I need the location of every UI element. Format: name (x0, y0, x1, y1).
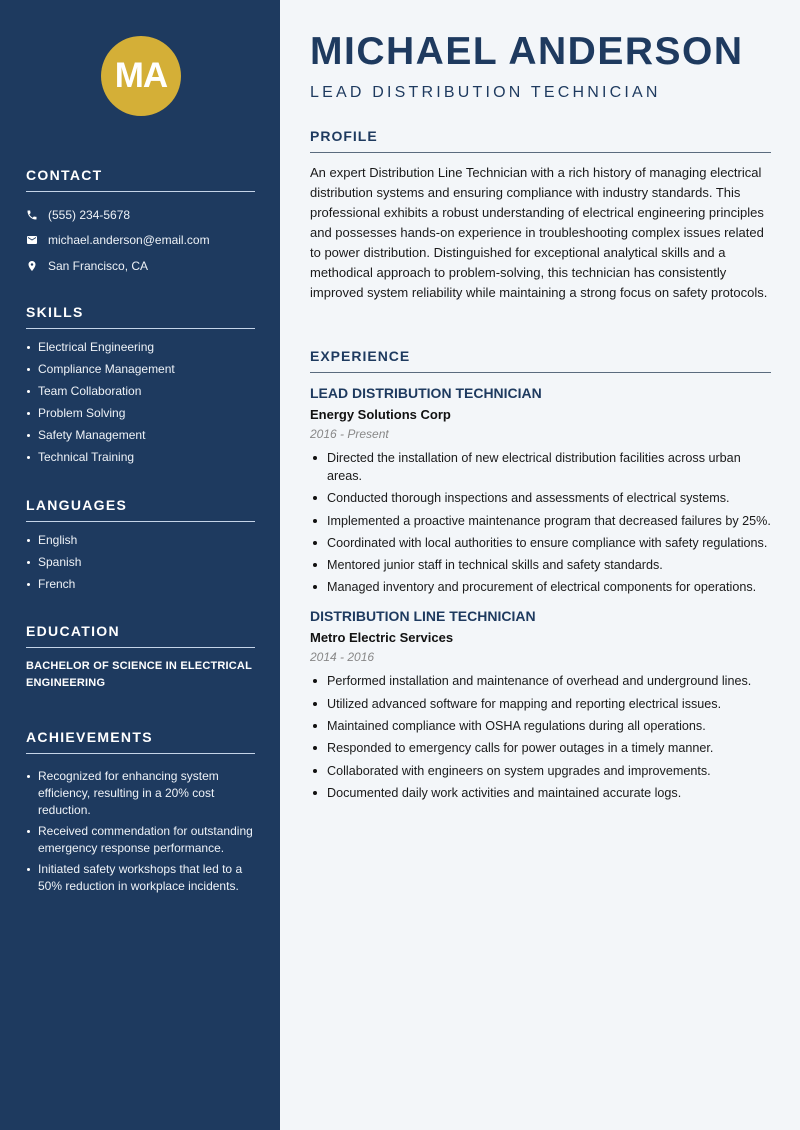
skill-item: Electrical Engineering (26, 339, 255, 355)
skill-item: Technical Training (26, 449, 255, 465)
job-title: LEAD DISTRIBUTION TECHNICIAN (310, 385, 542, 401)
contact-phone (26, 202, 255, 228)
job-bullet: Directed the installation of new electrical distribution facilities across urban areas. (310, 449, 771, 485)
skill-item: Compliance Management (26, 361, 255, 377)
contact-location (26, 253, 255, 279)
education-heading: EDUCATION (26, 623, 255, 648)
job-company: Metro Electric Services (310, 630, 454, 646)
contact-section (26, 167, 255, 279)
job-bullet: Performed installation and maintenance of overhead and underground lines. (310, 672, 771, 690)
language-item: French (26, 576, 255, 592)
contact-email (26, 228, 255, 254)
email-text: michael.anderson@email.com (48, 233, 210, 248)
experience-heading: EXPERIENCE (310, 348, 771, 373)
job-bullet: Utilized advanced software for mapping and reporting electrical issues. (310, 695, 771, 713)
location-text: San Francisco, CA (48, 258, 149, 273)
sidebar (0, 0, 280, 1130)
job-bullet: Coordinated with local authorities to ensure compliance with safety regulations. (310, 534, 771, 552)
profile-summary: An expert Distribution Line Technician with a rich history of managing electrical distribution systems and ensuring compliance with industry standards. This professional exhibits a robust understanding of electrical engineering principles and possesses hands-on experience in troubleshooting complex issues related to power distribution. Distinguished for exceptional analytical skills and a methodical approach to problem-solving, this technician has consistently improved system reliability while maintaining a strong focus on safety protocols. (310, 165, 768, 300)
phone-text: (555) 234-5678 (48, 207, 131, 222)
avatar-initials (101, 36, 181, 116)
languages-section (26, 497, 255, 598)
job-bullet: Conducted thorough inspections and assessments of electrical systems. (310, 489, 771, 507)
job-bullet: Managed inventory and procurement of electrical components for operations. (310, 578, 771, 596)
job-dates: 2014 - 2016 (310, 650, 375, 665)
experience-section (310, 348, 771, 806)
job-bullet: Responded to emergency calls for power outages in a timely manner. (310, 739, 771, 757)
profile-heading: PROFILE (310, 128, 771, 153)
achievements-list (26, 768, 255, 895)
skills-section (26, 304, 255, 471)
initials-text: MA (114, 56, 168, 95)
skills-heading: SKILLS (26, 304, 255, 329)
job-title: DISTRIBUTION LINE TECHNICIAN (310, 608, 536, 625)
location-pin-icon (26, 260, 48, 272)
job-bullet: Maintained compliance with OSHA regulations during all operations. (310, 717, 771, 735)
skill-item: Team Collaboration (26, 383, 255, 399)
skills-list (26, 339, 255, 465)
education-section (26, 623, 255, 692)
phone-icon (26, 209, 48, 221)
achievements-section (26, 729, 255, 899)
job-bullets (310, 449, 771, 596)
job-bullet: Collaborated with engineers on system upgrades and improvements. (310, 762, 771, 780)
email-icon (26, 234, 48, 246)
job-company: Energy Solutions Corp (310, 407, 451, 422)
contact-heading: CONTACT (26, 167, 255, 192)
candidate-name: MICHAEL ANDERSON (310, 30, 744, 73)
skill-item: Problem Solving (26, 405, 255, 421)
job-entry (310, 608, 771, 801)
language-item: English (26, 532, 255, 548)
job-bullet: Mentored junior staff in technical skills and safety standards. (310, 556, 771, 574)
profile-section (310, 128, 771, 303)
achievement-item: Received commendation for outstanding emergency response performance. (26, 823, 255, 857)
job-dates: 2016 - Present (310, 427, 389, 441)
job-bullets (310, 672, 771, 801)
job-bullet: Documented daily work activities and maintained accurate logs. (310, 784, 771, 802)
achievement-item: Initiated safety workshops that led to a 50% reduction in workplace incidents. (26, 861, 255, 895)
achievement-item: Recognized for enhancing system efficiency, resulting in a 20% cost reduction. (26, 768, 255, 819)
skill-item: Safety Management (26, 427, 255, 443)
language-item: Spanish (26, 554, 255, 570)
job-bullet: Implemented a proactive maintenance program that decreased failures by 25%. (310, 512, 771, 530)
languages-list (26, 532, 255, 592)
education-degree: BACHELOR OF SCIENCE IN ELECTRICAL ENGINEERING (26, 660, 252, 689)
achievements-heading: ACHIEVEMENTS (26, 729, 255, 754)
candidate-headline: LEAD DISTRIBUTION TECHNICIAN (310, 84, 661, 101)
job-entry (310, 385, 771, 596)
languages-heading: LANGUAGES (26, 497, 255, 522)
